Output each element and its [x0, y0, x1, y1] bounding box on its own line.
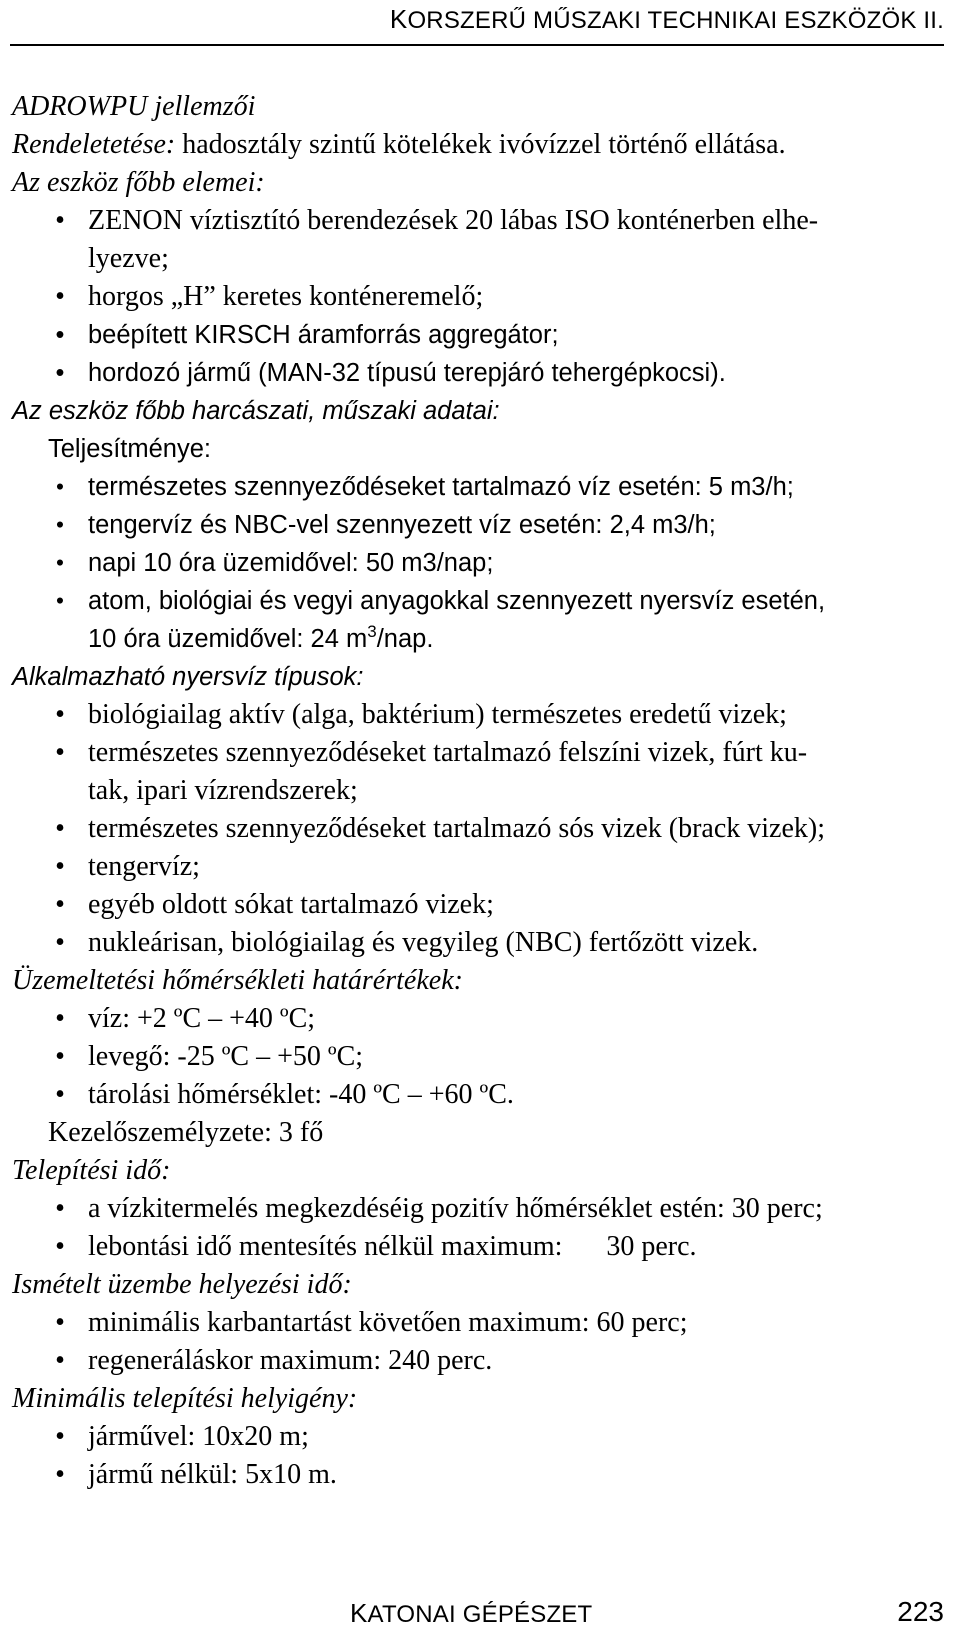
running-header-initial: K — [389, 4, 408, 34]
footer-title — [350, 1598, 592, 1629]
temp-heading: Üzemeltetési hőmérsékleti határértékek: — [12, 965, 463, 996]
list-item — [12, 1076, 944, 1114]
list-item-text: a vízkitermelés megkezdéséig pozitív hőmérséklet estén: 30 perc; — [88, 1193, 823, 1224]
list-item-text — [88, 620, 944, 658]
list-item — [12, 696, 944, 734]
list-item — [12, 924, 944, 962]
water-types-heading: Alkalmazható nyersvíz típusok: — [12, 663, 364, 691]
purpose-text: hadosztály szintű kötelékek ivóvízzel történő ellátása. — [175, 129, 786, 160]
list-item — [12, 202, 944, 278]
list-item — [12, 1038, 944, 1076]
bullet: • — [55, 699, 65, 730]
list-item — [12, 1000, 944, 1038]
bullet: • — [55, 1345, 65, 1376]
footer-title-initial: K — [350, 1598, 368, 1628]
list-item-text: víz: +2 ºC – +40 ºC; — [88, 1003, 316, 1034]
list-item-text: nukleárisan, biológiailag és vegyileg (NBC) fertőzött vizek. — [88, 927, 759, 958]
list-item-text: természetes szennyeződéseket tartalmazó víz esetén: 5 m3/h; — [88, 473, 794, 501]
list-item — [12, 354, 944, 392]
bullet: • — [55, 1421, 65, 1452]
bullet: • — [55, 1193, 65, 1224]
crew-line: Kezelőszemélyzete: 3 fő — [48, 1117, 324, 1148]
list-item — [12, 1418, 944, 1456]
restart-list — [12, 1304, 944, 1380]
list-item-text: hordozó jármű (MAN-32 típusú terepjáró tehergépkocsi). — [88, 359, 726, 387]
running-header — [0, 4, 944, 35]
list-item — [12, 544, 944, 582]
purpose-label: Rendeletetése: — [12, 129, 176, 160]
list-item — [12, 278, 944, 316]
list-item-text: minimális karbantartást követően maximum: 60 perc; — [88, 1307, 688, 1338]
bullet: • — [55, 889, 65, 920]
list-item — [12, 848, 944, 886]
header-rule — [10, 44, 944, 46]
water-types-list — [12, 696, 944, 962]
document-body — [12, 88, 944, 1494]
bullet: • — [55, 1459, 65, 1490]
performance-label: Teljesítménye: — [48, 435, 211, 463]
list-item-text: tengervíz és NBC-vel szennyezett víz esetén: 2,4 m3/h; — [88, 511, 716, 539]
list-item-text: napi 10 óra üzemidővel: 50 m3/nap; — [88, 549, 494, 577]
list-item-text: természetes szennyeződéseket tartalmazó sós vizek (brack vizek); — [88, 813, 825, 844]
temp-list — [12, 1000, 944, 1114]
bullet: • — [55, 586, 65, 615]
list-item — [12, 1304, 944, 1342]
list-item — [12, 582, 944, 658]
bullet: • — [55, 1041, 65, 1072]
elements-heading: Az eszköz főbb elemei: — [12, 167, 265, 198]
list-item — [12, 734, 944, 810]
superscript: 3 — [367, 622, 377, 641]
list-item — [12, 886, 944, 924]
list-item-text: atom, biológiai és vegyi anyagokkal szennyezett nyersvíz esetén, — [88, 587, 826, 615]
performance-list — [12, 468, 944, 658]
list-item-text: járművel: 10x20 m; — [88, 1421, 309, 1452]
bullet: • — [55, 737, 65, 768]
list-item-text: tak, ipari vízrendszerek; — [88, 775, 358, 806]
list-item-text: horgos „H” keretes konténeremelő; — [88, 281, 484, 312]
bullet: • — [55, 359, 65, 387]
bullet: • — [55, 1231, 65, 1262]
bullet: • — [55, 851, 65, 882]
running-header-text: ORSZERŰ MŰSZAKI TECHNIKAI ESZKÖZÖK II. — [407, 7, 944, 34]
tech-heading: Az eszköz főbb harcászati, műszaki adatai: — [12, 397, 500, 425]
page-footer — [0, 1590, 944, 1630]
list-item-text-part: lebontási idő mentesítés nélkül maximum: — [88, 1231, 563, 1262]
footer-title-text: ATONAI GÉPÉSZET — [367, 1601, 593, 1628]
list-item-text: beépített KIRSCH áramforrás aggregátor; — [88, 321, 559, 349]
bullet: • — [55, 281, 65, 312]
list-item-text: természetes szennyeződéseket tartalmazó felszíni vizek, fúrt ku- — [88, 737, 808, 768]
bullet: • — [55, 1079, 65, 1110]
list-item — [12, 1228, 944, 1266]
list-item — [12, 1456, 944, 1494]
purpose-line — [12, 126, 944, 164]
setup-heading: Telepítési idő: — [12, 1155, 171, 1186]
bullet: • — [55, 548, 65, 577]
list-item-text: jármű nélkül: 5x10 m. — [88, 1459, 337, 1490]
list-item — [12, 468, 944, 506]
bullet: • — [55, 1003, 65, 1034]
list-item-text: ZENON víztisztító berendezések 20 lábas ISO konténerben elhe- — [88, 205, 819, 236]
space-heading: Minimális telepítési helyigény: — [12, 1383, 358, 1414]
bullet: • — [55, 321, 65, 349]
list-item-text-part: 30 perc. — [606, 1231, 697, 1262]
list-item — [12, 1190, 944, 1228]
list-item — [12, 810, 944, 848]
section-heading: ADROWPU jellemzői — [12, 91, 256, 122]
list-item-text: tengervíz; — [88, 851, 200, 882]
list-item-text — [88, 1228, 944, 1266]
list-item-text-part: 10 óra üzemidővel: 24 m — [88, 625, 368, 653]
bullet: • — [55, 927, 65, 958]
list-item — [12, 316, 944, 354]
bullet: • — [55, 205, 65, 236]
list-item-text: tárolási hőmérséklet: -40 ºC – +60 ºC. — [88, 1079, 514, 1110]
bullet: • — [55, 1307, 65, 1338]
restart-heading: Ismételt üzembe helyezési idő: — [12, 1269, 352, 1300]
list-item-text: lyezve; — [88, 243, 169, 274]
space-list — [12, 1418, 944, 1494]
list-item-text-part: /nap. — [376, 625, 434, 653]
list-item — [12, 506, 944, 544]
setup-list — [12, 1190, 944, 1266]
bullet: • — [55, 472, 65, 501]
list-item-text: egyéb oldott sókat tartalmazó vizek; — [88, 889, 494, 920]
list-item-text: levegő: -25 ºC – +50 ºC; — [88, 1041, 364, 1072]
bullet: • — [55, 813, 65, 844]
elements-list — [12, 202, 944, 392]
list-item — [12, 1342, 944, 1380]
list-item-text: biológiailag aktív (alga, baktérium) természetes eredetű vizek; — [88, 699, 787, 730]
bullet: • — [55, 510, 65, 539]
page-number: 223 — [897, 1596, 944, 1627]
list-item-text: regeneráláskor maximum: 240 perc. — [88, 1345, 493, 1376]
